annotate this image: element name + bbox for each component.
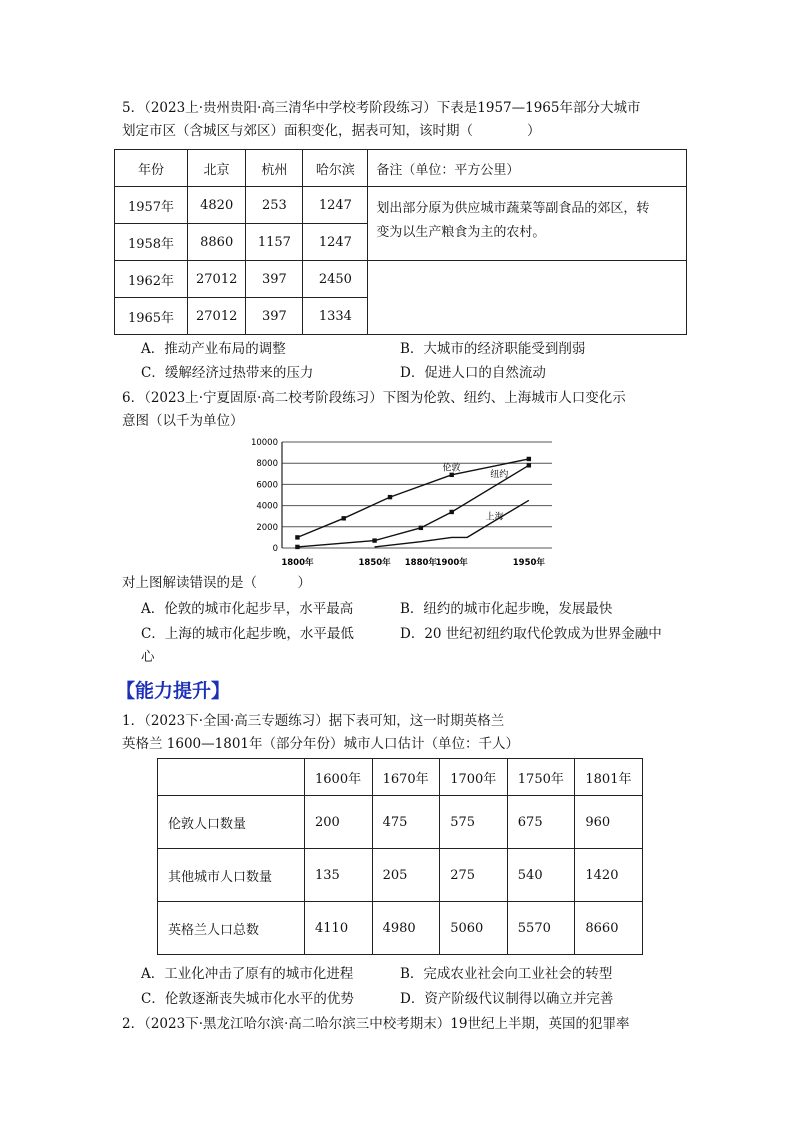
- table-cell: 1962年: [115, 261, 188, 298]
- table-cell: 1957年: [115, 187, 188, 224]
- data-point: [419, 526, 423, 530]
- y-tick-label: 6000: [256, 480, 278, 491]
- table-cell: 2450: [303, 261, 368, 298]
- q6-option-d[interactable]: D．20 世纪初纽约取代伦敦成为世界金融中: [400, 626, 662, 642]
- table-cell: 英格兰人口总数: [158, 902, 305, 955]
- q5-option-d[interactable]: D．促进人口的自然流动: [400, 365, 546, 381]
- ability-q1-option-a[interactable]: A．工业化冲击了原有的城市化进程: [141, 966, 354, 982]
- table-header: 1600年: [305, 759, 373, 796]
- table-header: [158, 759, 305, 796]
- data-point: [388, 495, 392, 499]
- population-line-chart: [236, 436, 566, 571]
- q5-header-year: 年份: [115, 150, 188, 187]
- x-tick-label: 1900年: [435, 558, 468, 568]
- q6-question: 对上图解读错误的是（ ）: [122, 575, 311, 591]
- series-label: 上海: [485, 512, 504, 523]
- table-cell: 5570: [507, 902, 575, 955]
- ability-q1-option-d[interactable]: D．资产阶级代议制得以确立并完善: [400, 991, 614, 1007]
- data-point: [295, 535, 299, 539]
- q5-header-hangzhou: 杭州: [246, 150, 303, 187]
- q5-note-line1: 划出部分原为供应城市蔬菜等副食品的郊区，转: [376, 201, 650, 216]
- table-cell: 27012: [188, 261, 246, 298]
- q5-option-a[interactable]: A．推动产业布局的调整: [141, 341, 286, 357]
- q5-option-c[interactable]: C．缓解经济过热带来的压力: [141, 365, 314, 381]
- table-cell: 475: [372, 796, 440, 849]
- q6-option-a[interactable]: A．伦敦的城市化起步早，水平最高: [141, 601, 354, 617]
- x-tick-label: 1950年: [512, 558, 545, 568]
- ability-q1-line2: 英格兰 1600—1801年（部分年份）城市人口估计（单位：千人）: [122, 736, 520, 752]
- table-cell: 253: [246, 187, 303, 224]
- series-label: 纽约: [490, 469, 509, 480]
- table-header: 1700年: [440, 759, 508, 796]
- q5-stem-line1: 5．（2023上·贵州贵阳·高三清华中学校考阶段练习）下表是1957—1965年部分大城市: [122, 100, 641, 116]
- table-cell: 1247: [303, 224, 368, 261]
- y-tick-label: 8000: [256, 459, 278, 470]
- table-cell: 其他城市人口数量: [158, 849, 305, 902]
- table-cell: 4980: [372, 902, 440, 955]
- data-point: [527, 457, 531, 461]
- table-header: 1750年: [507, 759, 575, 796]
- q5-note-line2: 变为以生产粮食为主的农村。: [376, 225, 546, 240]
- ability-q1-option-b[interactable]: B．完成农业社会向工业社会的转型: [400, 966, 613, 982]
- table-cell: 1157: [246, 224, 303, 261]
- table-cell: 4110: [305, 902, 373, 955]
- y-tick-label: 10000: [250, 438, 278, 448]
- table-cell: 575: [440, 796, 508, 849]
- table-cell: 205: [372, 849, 440, 902]
- table-cell: 960: [575, 796, 643, 849]
- data-point: [372, 538, 376, 542]
- section-heading: 【能力提升】: [116, 680, 231, 702]
- table-cell: 8860: [188, 224, 246, 261]
- table-cell: 8660: [575, 902, 643, 955]
- table-cell: 伦敦人口数量: [158, 796, 305, 849]
- table-cell: 540: [507, 849, 575, 902]
- table-header: 1670年: [372, 759, 440, 796]
- table-cell: 27012: [188, 298, 246, 335]
- england-population-table: [157, 758, 643, 955]
- table-cell: 200: [305, 796, 373, 849]
- table-cell: 1420: [575, 849, 643, 902]
- q5-table: [114, 149, 687, 335]
- q6-option-b[interactable]: B．纽约的城市化起步晚，发展最快: [400, 601, 613, 617]
- table-cell: 1958年: [115, 224, 188, 261]
- table-cell: 135: [305, 849, 373, 902]
- q6-stem-line2: 意图（以千为单位）: [122, 413, 244, 429]
- table-header: 1801年: [575, 759, 643, 796]
- x-tick-label: 1880年: [404, 558, 437, 568]
- data-point: [527, 463, 531, 467]
- ability-q1-line1: 1．（2023下·全国·高三专题练习）据下表可知，这一时期英格兰: [122, 713, 505, 729]
- q5-header-note: 备注（单位：平方公里）: [368, 150, 687, 187]
- data-point: [450, 510, 454, 514]
- q5-note-empty: [368, 261, 687, 335]
- q5-stem-line2: 划定市区（含城区与郊区）面积变化，据表可知，该时期（ ）: [122, 123, 541, 139]
- q5-header-beijing: 北京: [188, 150, 246, 187]
- series-line: [375, 500, 529, 547]
- x-tick-label: 1800年: [281, 558, 314, 568]
- q5-option-b[interactable]: B．大城市的经济职能受到削弱: [400, 341, 586, 357]
- table-cell: 397: [246, 261, 303, 298]
- table-cell: 5060: [440, 902, 508, 955]
- data-point: [342, 516, 346, 520]
- data-point: [295, 545, 299, 549]
- series-label: 伦敦: [442, 463, 461, 474]
- q6-option-c[interactable]: C．上海的城市化起步晚，水平最低: [141, 626, 354, 642]
- x-tick-label: 1850年: [358, 558, 391, 568]
- table-cell: 4820: [188, 187, 246, 224]
- y-tick-label: 2000: [256, 522, 278, 533]
- y-tick-label: 4000: [256, 501, 278, 512]
- table-cell: 397: [246, 298, 303, 335]
- table-cell: 275: [440, 849, 508, 902]
- y-tick-label: 0: [272, 544, 278, 554]
- q6-stem-line1: 6．（2023上·宁夏固原·高二校考阶段练习）下图为伦敦、纽约、上海城市人口变化示: [122, 390, 626, 406]
- table-cell: 1334: [303, 298, 368, 335]
- ability-q2-line: 2．（2023下·黑龙江哈尔滨·高二哈尔滨三中校考期末）19世纪上半期，英国的犯罪率: [122, 1016, 630, 1032]
- ability-q1-option-c[interactable]: C．伦敦逐渐丧失城市化水平的优势: [141, 991, 354, 1007]
- table-cell: 675: [507, 796, 575, 849]
- table-cell: 1965年: [115, 298, 188, 335]
- q6-option-d-cont: 心: [141, 649, 155, 665]
- q5-header-harbin: 哈尔滨: [303, 150, 368, 187]
- q5-note-cell: [368, 187, 687, 261]
- table-cell: 1247: [303, 187, 368, 224]
